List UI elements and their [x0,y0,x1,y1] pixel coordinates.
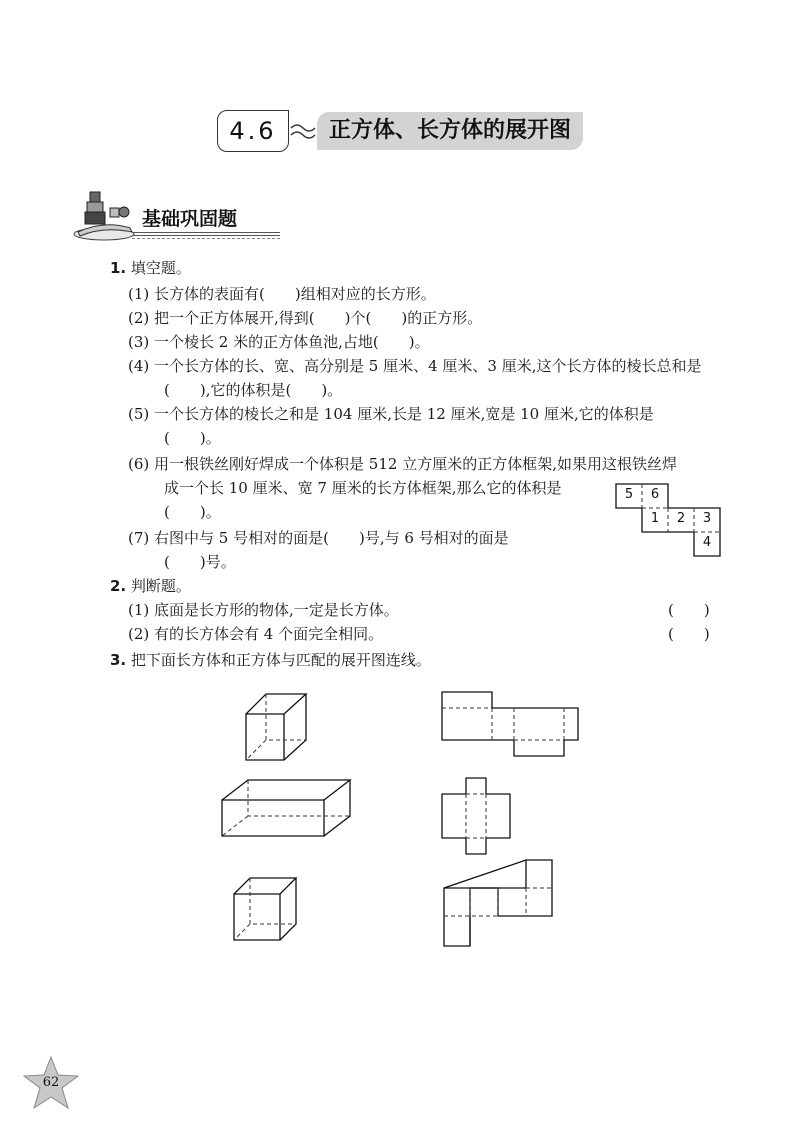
q1-item-6-cont2 [164,502,221,522]
net-face-6: 6 [650,487,660,502]
item-text: 一个棱长 2 米的正方体鱼池,占地( )。 [154,333,430,351]
q1-item-5-cont [164,428,221,448]
item-text-cont: ( )号。 [164,553,236,571]
flat-cuboid-front [222,800,324,836]
q1-item-1 [128,284,436,304]
item-label: (7) [128,529,150,547]
item-text-cont: 成一个长 10 厘米、宽 7 厘米的长方体框架,那么它的体积是 [164,479,562,497]
q1-item-3 [128,332,430,352]
q1-item-6-cont [164,478,561,498]
item-text: 底面是长方形的物体,一定是长方体。 [154,601,399,619]
net-face-3: 3 [702,511,712,526]
section-number: 4.6 [217,110,289,152]
item-text: 长方体的表面有( )组相对应的长方形。 [154,285,436,303]
item-text: 一个长方体的棱长之和是 104 厘米,长是 12 厘米,宽是 10 厘米,它的体积是 [154,405,654,423]
q1-item-7 [128,528,509,548]
q1-item-2 [128,308,482,328]
q2-answer-1: ( ) [668,601,710,619]
section-underline [132,232,280,236]
item-label: (5) [128,405,150,423]
q1-item-5 [128,404,654,424]
cube-net-3 [440,858,556,950]
item-label: (1) [128,601,150,619]
q1-number: 1. [110,259,127,277]
cuboid-net-2 [440,776,512,858]
chapter-title-banner [217,110,583,154]
item-text: 一个长方体的长、宽、高分别是 5 厘米、4 厘米、3 厘米,这个长方体的棱长总和是 [154,357,702,375]
q2-item-1 [128,600,399,620]
tall-cuboid-figure [240,690,312,762]
net-face-5: 5 [624,487,634,502]
q2-number: 2. [110,577,127,595]
item-text: 右图中与 5 号相对的面是( )号,与 6 号相对的面是 [154,529,509,547]
item-label: (2) [128,309,150,327]
net-face-2: 2 [676,511,686,526]
page-number: 62 [42,1075,60,1090]
q1-heading [110,258,191,278]
q1-item-6 [128,454,677,474]
cuboid-net-1 [440,690,582,760]
q2-heading [110,576,191,596]
item-label: (2) [128,625,150,643]
section-underline-dashed [132,238,280,239]
section-title: 基础巩固题 [142,208,238,230]
item-text-cont: ( )。 [164,429,221,447]
item-text: 用一根铁丝刚好焊成一个体积是 512 立方厘米的正方体框架,如果用这根铁丝焊 [154,455,677,473]
q1-item-4 [128,356,702,376]
q2-answer-2: ( ) [668,625,710,643]
item-label: (1) [128,285,150,303]
q1-item-7-cont [164,552,236,572]
item-text: 把一个正方体展开,得到( )个( )的正方形。 [154,309,483,327]
net-face-1: 1 [650,511,660,526]
item-text-cont: ( ),它的体积是( )。 [164,381,343,399]
item-label: (6) [128,455,150,473]
q3-title: 把下面长方体和正方体与匹配的展开图连线。 [130,651,431,669]
net-face-4: 4 [702,535,712,550]
q2-title: 判断题。 [130,577,191,595]
q2-item-2 [128,624,383,644]
q3-heading [110,650,431,670]
cube-figure [230,872,302,944]
item-label: (4) [128,357,150,375]
item-text: 有的长方体会有 4 个面完全相同。 [154,625,384,643]
q1-item-4-cont [164,380,342,400]
chapter-title: 正方体、长方体的展开图 [317,112,583,150]
item-text-cont: ( )。 [164,503,221,521]
q1-title: 填空题。 [130,259,191,277]
q3-number: 3. [110,651,127,669]
item-label: (3) [128,333,150,351]
wave-decoration-icon [289,120,317,142]
